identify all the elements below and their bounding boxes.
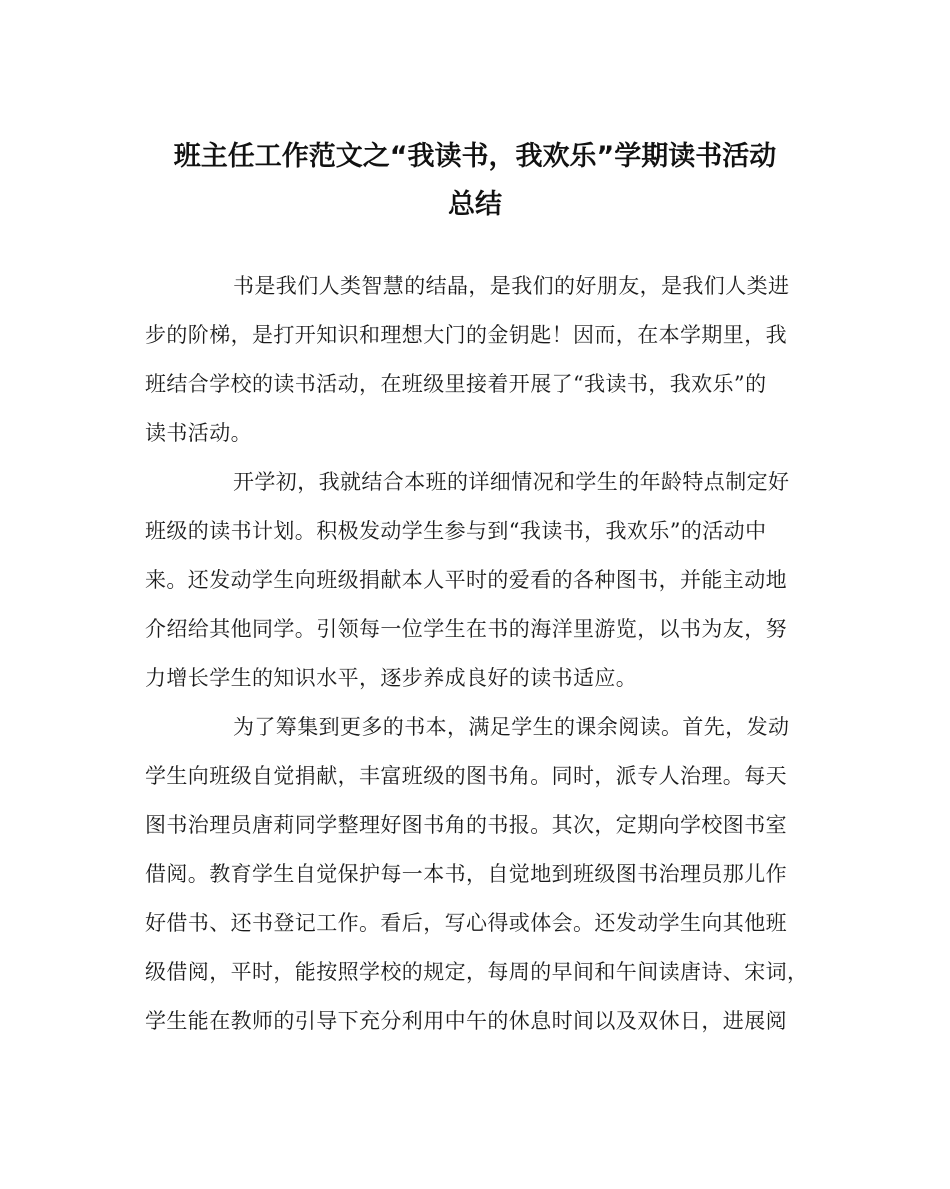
paragraph-line: 级借阅，平时，能按照学校的规定，每周的早间和午间读唐诗、宋词， <box>145 960 809 984</box>
paragraph-line: 开学初，我就结合本班的详细情况和学生的年龄特点制定好 <box>233 470 790 494</box>
paragraph-line: 读书活动。 <box>145 421 252 445</box>
paragraph-line: 步的阶梯，是打开知识和理想大门的金钥匙！因而，在本学期里，我 <box>145 323 787 347</box>
paragraph-line: 来。还发动学生向班级捐献本人平时的爱看的各种图书，并能主动地 <box>145 568 787 592</box>
paragraph-2 <box>145 464 805 709</box>
title-line-1: 班主任工作范文之“我读书，我欢乐”学期读书活动 <box>173 141 777 172</box>
paragraph-line: 学生能在教师的引导下充分利用中午的休息时间以及双休日，进展阅 <box>145 1009 787 1033</box>
paragraph-3 <box>145 709 809 1052</box>
paragraph-line: 班级的读书计划。积极发动学生参与到“我读书，我欢乐”的活动中 <box>145 519 767 543</box>
paragraph-line: 力增长学生的知识水平，逐步养成良好的读书适应。 <box>145 666 638 690</box>
paragraph-line: 学生向班级自觉捐献，丰富班级的图书角。同时，派专人治理。每天 <box>145 764 787 788</box>
document-title <box>145 133 805 229</box>
paragraph-1 <box>145 268 805 464</box>
paragraph-line: 借阅。教育学生自觉保护每一本书，自觉地到班级图书治理员那儿作 <box>145 862 787 886</box>
paragraph-line: 介绍给其他同学。引领每一位学生在书的海洋里游览，以书为友，努 <box>145 617 787 641</box>
document-body <box>145 268 809 1052</box>
paragraph-line: 图书治理员唐莉同学整理好图书角的书报。其次，定期向学校图书室 <box>145 813 787 837</box>
paragraph-line: 班结合学校的读书活动，在班级里接着开展了“我读书，我欢乐”的 <box>145 372 767 396</box>
paragraph-line: 书是我们人类智慧的结晶，是我们的好朋友，是我们人类进 <box>233 274 790 298</box>
paragraph-line: 为了筹集到更多的书本，满足学生的课余阅读。首先，发动 <box>233 715 790 739</box>
title-line-2: 总结 <box>448 189 502 220</box>
paragraph-line: 好借书、还书登记工作。看后，写心得或体会。还发动学生向其他班 <box>145 911 787 935</box>
